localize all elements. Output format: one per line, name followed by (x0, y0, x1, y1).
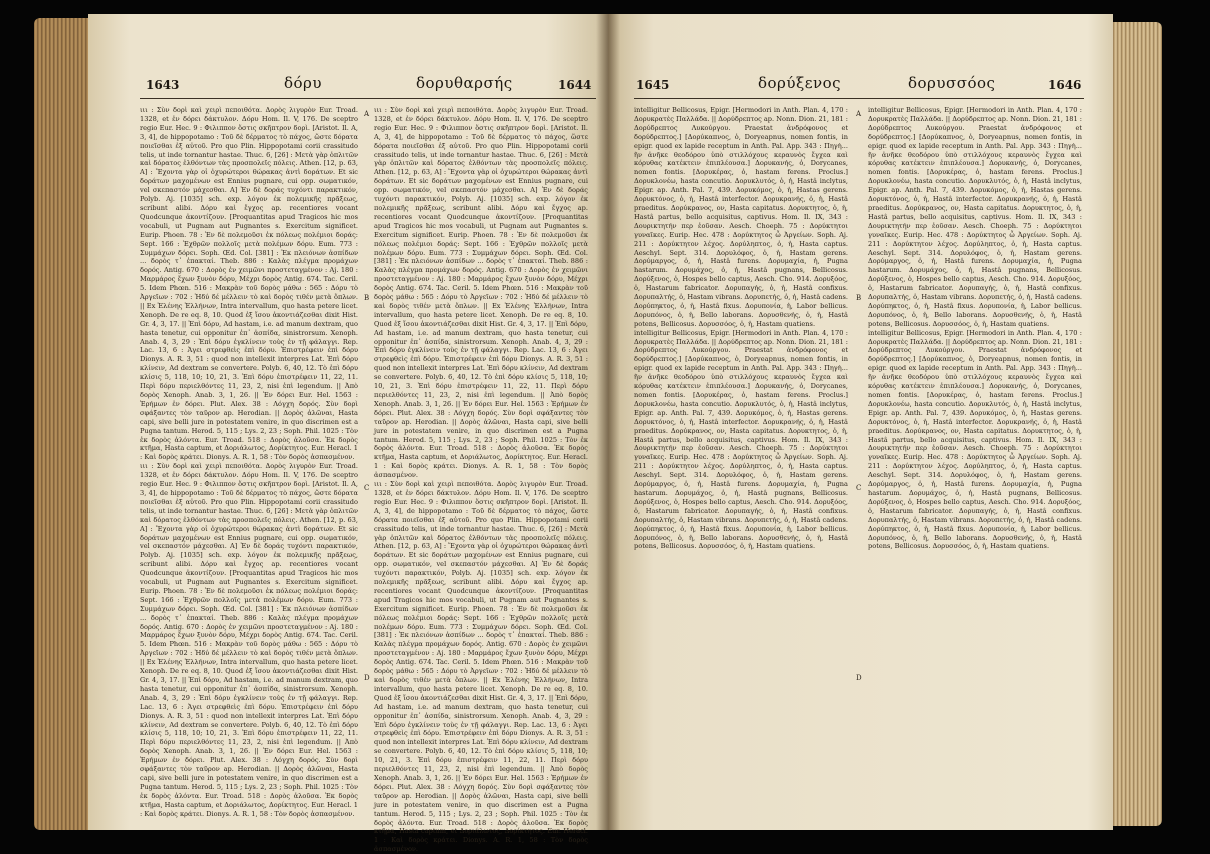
text-column (374, 106, 588, 854)
dictionary-text: ιιι : Σὺν δορὶ καὶ χειρὶ πεποιθότα. Δορὸς λιγυρὸν Eur. Troad. 1328, et ἐν δόρει δάκτυλον. Δόρυ Hom. Il. V, 176. De sceptro regio Eur. Hec. 9 : Φιλιππον ὅστις σκῆπτρον δορὶ. [Aristot. Il. A, 3, 4], de hippopotamo : Τοῦ δὲ δέρματος τὸ πάχος, ὥστε δόρατα ποιεῖσθαι ἐξ αὐτοῦ. Pro quo Plin. Hippopotami corii crassitudo telis, ut inde tornantur hastae. Thuc. 6, [26] : Μετὰ γὰρ ὁπλιτῶν καὶ δόρατος ἐλθόντων τὰς προσπολεῖς πόλεις. Athen. [12, p. 63, A] : Ἔχοντα γὰρ οἱ ὀχυρώτεροι θώρακας ἀντὶ δοράτων. Et sic δοράτων μαχομένων est Ennius pugnare, cui opp. σωματικόν, vel σκεπαστόν μάχεσθαι. A] Ἐν δὲ δοράς τυχόντι παρακτικόν, Polyb. Aj. [1035] sch. exp. λόγον ἐκ πολεμικῆς πρᾶξεως, scribunt alibi. Δόρυ καὶ ἔγχος ap. recentiores vocant Quodcunque ἀκοντίζουν. [Proquantitas apud Tragicos hic mos vocabuli, ut Pugnam aut Pugnantes s. Exercitum significet. Eurip. Phoen. 78 : Ἐν δὲ πολεμοῦσι ἐκ πόλεως πολέμιοι δοράς: Sept. 166 : Ἐχθρῶν πολλοῖς μετὰ πολέμων δόρυ. Eum. 773 : Συμμάχων δόρει. Soph. Œd. Col. [381] : Ἐκ πλειόνων ἀσπίδων ... δορὸς τ᾽ ἐπακταί. Theb. 886 : Καλὰς πλέγμα προμάχων δορός. Antig. 670 : Δορὸς ἐν χειμῶνι προστεταγμένον : Aj. 180 : Μαρμάρος ἔχων ξυνὸν δόρυ, Μέχρι δορὸς Antig. 674. Tac. Ceril. 5. Idem Phœn. 516 : Μακρὰν τοῦ δορὸς μάθω : 565 : Δόρυ τὸ Ἀργεῖων : 702 : Ἡδύ δέ μέλλειν τὸ καὶ δορὸς τιθέν μετὰ ὅπλων. || Ex Ἑλένης Ἑλλήνων, Intra intervallum, quo hasta petere licet. Xenoph. De re eq. 8, 10. Quod ἐξ ἴσου ἀκοντιάζεσθαι dixit Hist. Gr. 4, 3, 17. || Ἐπὶ δόρυ, Ad hastam, i.e. ad manum dextram, quo hasta tenetur, cui opponitur ἐπ᾽ ἀσπίδα, sinistrorsum. Xenoph. Anab. 4, 3, 29 : Ἐπὶ δόρυ ἐγκλίνειν τοὺς ἐν τῇ φάλαγγι. Rep. Lac. 13, 6 : Ἀγει στρεφθεὶς ἐπὶ δόρυ. Ἐπιστρέφειν ἐπὶ δόρυ Dionys. A. R. 3, 51 : quod non intellexit interpres Lat. Ἐπὶ δόρυ κλίνειν, Ad dextram se convertere. Polyb. 6, 40, 12. Τὸ ἐπὶ δόρυ κλίσις 5, 118, 10; 10, 21, 3. Ἐπὶ δόρυ ἐπιστρέφειν 11, 22, 11. Περὶ δόρυ περιελθόντες 11, 23, 2, nisi ἐπὶ legendum. || Ἀπὸ δορὸς Xenoph. Anab. 3, 1, 26. || Ἐν δόρει Eur. Hel. 1563 : Ἐρήμων ἐν δόρει. Plut. Alex. 38 : Λόγχη δορός. Σὺν δορὶ σφάξαντες τὸν ταῦρον ap. Herodian. || Δορὸς ἁλῶναι, Hasta capi, sive belli jure in potestatem venire, in quo discrimen est a Pugna tantum. Herod. 5, 115 ; Lys. 2, 23 ; Soph. Phil. 1025 : Τὸν ἐκ δορὸς ἁλόντα. Eur. Troad. 518 : Δορὸς ἁλοῦσα. Ἐκ δορὸς κτῆμα, Hasta captum, et Δοριάλωτος, Δορίκτητος. Eur. Heracl. 1 : Καὶ δορὸς κράτει. Dionys. A. R. 1, 58 : Τὸν δορὸς ἀσπασμένον. (140, 106, 358, 462)
column-marker: C (856, 484, 862, 492)
text-column (140, 106, 358, 818)
column-marker: A (856, 110, 862, 118)
book-gutter (596, 14, 620, 830)
header-rule (140, 98, 596, 99)
dictionary-text: intelligitur Bellicosus, Epigr. [Hermodori in Anth. Plan. 4, 170 : Δορυκρατὲς Παλλάδα. || Δορύδρεπτος ap. Nonn. Dion. 21, 181 : Δορύδρεπτος Λυκούργου. Praestat ἀνδρόφονος et δορύδρεπτος.] [Δορύκαπνος, ὁ, Doryeapnus, nomen fontis, in epigr. quod ex lapide receptum in Anth. Pal. App. 343 : Πηγὴ... ἣν ἀνῆκε θεοδόρου ὑπὸ στιλλόχους κεραυνὸς ἔγχεα καὶ κόρυθας κατέκτειν ἐπιπλέουσα.] Δορυκανής, ὁ, Dorycanes, nomen fontis. [Δορυκέρας, ὁ, hastam ferens. Proclus.] Δορυκλονέω, hasta concutio. Δορυκλυτός, ὁ, ἡ, Hastâ inclytus, Epigr. ap. Anth. Pal. 7, 439. Δορυκόμος, ὁ, ἡ, Hastas gerens. Δορυκτόνος, ὁ, ἡ, Hastâ interfector. Δορυκρανής, ὁ, ἡ, Hastâ praeditus. Δορύκρανος, ον, Hasta capitatus. Δορυκτητος, ὁ, ἡ, Hastâ partus, bello acquisitus, captivus. Hom. Il. IX, 343 : Δουρικτητήν περ ἐοῦσαν. Aesch. Choeph. 75 : Δορύκτητοι γυναῖκες. Eurip. Hec. 478 : Δορύκτητος ὦ Ἀργείων. Soph. Aj. 211 : Δορύκτητον λέχος. Δορύληπτος, ὁ, ἡ, Hasta captus. Aeschyl. Sept. 314. Δορυλόφος, ὁ, ἡ, Hastam gerens. Δορύμαργος, ὁ, ἡ, Hastâ furens. Δορυμαχία, ἡ, Pugna hastarum. Δορυμάχος, ὁ, ἡ, Hastâ pugnans, Bellicosus. Δορύξενος, ὁ, Hospes bello captus, Aesch. Cho. 914. Δορυξόος, ὁ, Hastarum fabricator. Δορυπαγής, ὁ, ἡ, Hastâ confixus. Δορυπαλτής, ὁ, Hastam vibrans. Δορυπετής, ὁ, ἡ, Hastâ cadens. Δορύπηκτος, ὁ, ἡ, Hastâ fixus. Δορυπονία, ἡ, Labor bellicus. Δορυπόνος, ὁ, ἡ, Bello laborans. Δορυσθενής, ὁ, ἡ, Hastâ potens, Bellicosus. Δορυσσόος, ὁ, ἡ, Hastam quatiens. (868, 328, 1082, 551)
page-number: 1646 (1048, 78, 1082, 92)
left-page (88, 14, 608, 854)
header-rule (634, 98, 1084, 99)
column-marker: D (856, 674, 862, 682)
right-page-header (608, 74, 1113, 98)
running-headword: δορυθαρσής (416, 74, 513, 92)
text-column (868, 106, 1082, 818)
column-marker: B (364, 294, 370, 302)
column-marker: B (856, 294, 862, 302)
dictionary-text: intelligitur Bellicosus, Epigr. [Hermodori in Anth. Plan. 4, 170 : Δορυκρατὲς Παλλάδα. || Δορύδρεπτος ap. Nonn. Dion. 21, 181 : Δορύδρεπτος Λυκούργου. Praestat ἀνδρόφονος et δορύδρεπτος.] [Δορύκαπνος, ὁ, Doryeapnus, nomen fontis, in epigr. quod ex lapide receptum in Anth. Pal. App. 343 : Πηγὴ... ἣν ἀνῆκε θεοδόρου ὑπὸ στιλλόχους κεραυνὸς ἔγχεα καὶ κόρυθας κατέκτειν ἐπιπλέουσα.] Δορυκανής, ὁ, Dorycanes, nomen fontis. [Δορυκέρας, ὁ, hastam ferens. Proclus.] Δορυκλονέω, hasta concutio. Δορυκλυτός, ὁ, ἡ, Hastâ inclytus, Epigr. ap. Anth. Pal. 7, 439. Δορυκόμος, ὁ, ἡ, Hastas gerens. Δορυκτόνος, ὁ, ἡ, Hastâ interfector. Δορυκρανής, ὁ, ἡ, Hastâ praeditus. Δορύκρανος, ον, Hasta capitatus. Δορυκτητος, ὁ, ἡ, Hastâ partus, bello acquisitus, captivus. Hom. Il. IX, 343 : Δουρικτητήν περ ἐοῦσαν. Aesch. Choeph. 75 : Δορύκτητοι γυναῖκες. Eurip. Hec. 478 : Δορύκτητος ὦ Ἀργείων. Soph. Aj. 211 : Δορύκτητον λέχος. Δορύληπτος, ὁ, ἡ, Hasta captus. Aeschyl. Sept. 314. Δορυλόφος, ὁ, ἡ, Hastam gerens. Δορύμαργος, ὁ, ἡ, Hastâ furens. Δορυμαχία, ἡ, Pugna hastarum. Δορυμάχος, ὁ, ἡ, Hastâ pugnans, Bellicosus. Δορύξενος, ὁ, Hospes bello captus, Aesch. Cho. 914. Δορυξόος, ὁ, Hastarum fabricator. Δορυπαγής, ὁ, ἡ, Hastâ confixus. Δορυπαλτής, ὁ, Hastam vibrans. Δορυπετής, ὁ, ἡ, Hastâ cadens. Δορύπηκτος, ὁ, ἡ, Hastâ fixus. Δορυπονία, ἡ, Labor bellicus. Δορυπόνος, ὁ, ἡ, Bello laborans. Δορυσθενής, ὁ, ἡ, Hastâ potens, Bellicosus. Δορυσσόος, ὁ, ἡ, Hastam quatiens. (868, 106, 1082, 328)
column-marker: D (364, 674, 370, 682)
right-page (608, 14, 1113, 830)
left-page-header (88, 74, 608, 98)
column-marker: C (364, 484, 370, 492)
text-column (634, 106, 848, 818)
dictionary-text: intelligitur Bellicosus, Epigr. [Hermodori in Anth. Plan. 4, 170 : Δορυκρατὲς Παλλάδα. || Δορύδρεπτος ap. Nonn. Dion. 21, 181 : Δορύδρεπτος Λυκούργου. Praestat ἀνδρόφονος et δορύδρεπτος.] [Δορύκαπνος, ὁ, Doryeapnus, nomen fontis, in epigr. quod ex lapide receptum in Anth. Pal. App. 343 : Πηγὴ... ἣν ἀνῆκε θεοδόρου ὑπὸ στιλλόχους κεραυνὸς ἔγχεα καὶ κόρυθας κατέκτειν ἐπιπλέουσα.] Δορυκανής, ὁ, Dorycanes, nomen fontis. [Δορυκέρας, ὁ, hastam ferens. Proclus.] Δορυκλονέω, hasta concutio. Δορυκλυτός, ὁ, ἡ, Hastâ inclytus, Epigr. ap. Anth. Pal. 7, 439. Δορυκόμος, ὁ, ἡ, Hastas gerens. Δορυκτόνος, ὁ, ἡ, Hastâ interfector. Δορυκρανής, ὁ, ἡ, Hastâ praeditus. Δορύκρανος, ον, Hasta capitatus. Δορυκτητος, ὁ, ἡ, Hastâ partus, bello acquisitus, captivus. Hom. Il. IX, 343 : Δουρικτητήν περ ἐοῦσαν. Aesch. Choeph. 75 : Δορύκτητοι γυναῖκες. Eurip. Hec. 478 : Δορύκτητος ὦ Ἀργείων. Soph. Aj. 211 : Δορύκτητον λέχος. Δορύληπτος, ὁ, ἡ, Hasta captus. Aeschyl. Sept. 314. Δορυλόφος, ὁ, ἡ, Hastam gerens. Δορύμαργος, ὁ, ἡ, Hastâ furens. Δορυμαχία, ἡ, Pugna hastarum. Δορυμάχος, ὁ, ἡ, Hastâ pugnans, Bellicosus. Δορύξενος, ὁ, Hospes bello captus, Aesch. Cho. 914. Δορυξόος, ὁ, Hastarum fabricator. Δορυπαγής, ὁ, ἡ, Hastâ confixus. Δορυπαλτής, ὁ, Hastam vibrans. Δορυπετής, ὁ, ἡ, Hastâ cadens. Δορύπηκτος, ὁ, ἡ, Hastâ fixus. Δορυπονία, ἡ, Labor bellicus. Δορυπόνος, ὁ, ἡ, Bello laborans. Δορυσθενής, ὁ, ἡ, Hastâ potens, Bellicosus. Δορυσσόος, ὁ, ἡ, Hastam quatiens. (634, 328, 848, 551)
dictionary-text: ιιι : Σὺν δορὶ καὶ χειρὶ πεποιθότα. Δορὸς λιγυρὸν Eur. Troad. 1328, et ἐν δόρει δάκτυλον. Δόρυ Hom. Il. V, 176. De sceptro regio Eur. Hec. 9 : Φιλιππον ὅστις σκῆπτρον δορὶ. [Aristot. Il. A, 3, 4], de hippopotamo : Τοῦ δὲ δέρματος τὸ πάχος, ὥστε δόρατα ποιεῖσθαι ἐξ αὐτοῦ. Pro quo Plin. Hippopotami corii crassitudo telis, ut inde tornantur hastae. Thuc. 6, [26] : Μετὰ γὰρ ὁπλιτῶν καὶ δόρατος ἐλθόντων τὰς προσπολεῖς πόλεις. Athen. [12, p. 63, A] : Ἔχοντα γὰρ οἱ ὀχυρώτεροι θώρακας ἀντὶ δοράτων. Et sic δοράτων μαχομένων est Ennius pugnare, cui opp. σωματικόν, vel σκεπαστόν μάχεσθαι. A] Ἐν δὲ δοράς τυχόντι παρακτικόν, Polyb. Aj. [1035] sch. exp. λόγον ἐκ πολεμικῆς πρᾶξεως, scribunt alibi. Δόρυ καὶ ἔγχος ap. recentiores vocant Quodcunque ἀκοντίζουν. [Proquantitas apud Tragicos hic mos vocabuli, ut Pugnam aut Pugnantes s. Exercitum significet. Eurip. Phoen. 78 : Ἐν δὲ πολεμοῦσι ἐκ πόλεως πολέμιοι δοράς: Sept. 166 : Ἐχθρῶν πολλοῖς μετὰ πολέμων δόρυ. Eum. 773 : Συμμάχων δόρει. Soph. Œd. Col. [381] : Ἐκ πλειόνων ἀσπίδων ... δορὸς τ᾽ ἐπακταί. Theb. 886 : Καλὰς πλέγμα προμάχων δορός. Antig. 670 : Δορὸς ἐν χειμῶνι προστεταγμένον : Aj. 180 : Μαρμάρος ἔχων ξυνὸν δόρυ, Μέχρι δορὸς Antig. 674. Tac. Ceril. 5. Idem Phœn. 516 : Μακρὰν τοῦ δορὸς μάθω : 565 : Δόρυ τὸ Ἀργεῖων : 702 : Ἡδύ δέ μέλλειν τὸ καὶ δορὸς τιθέν μετὰ ὅπλων. || Ex Ἑλένης Ἑλλήνων, Intra intervallum, quo hasta petere licet. Xenoph. De re eq. 8, 10. Quod ἐξ ἴσου ἀκοντιάζεσθαι dixit Hist. Gr. 4, 3, 17. || Ἐπὶ δόρυ, Ad hastam, i.e. ad manum dextram, quo hasta tenetur, cui opponitur ἐπ᾽ ἀσπίδα, sinistrorsum. Xenoph. Anab. 4, 3, 29 : Ἐπὶ δόρυ ἐγκλίνειν τοὺς ἐν τῇ φάλαγγι. Rep. Lac. 13, 6 : Ἀγει στρεφθεὶς ἐπὶ δόρυ. Ἐπιστρέφειν ἐπὶ δόρυ Dionys. A. R. 3, 51 : quod non intellexit interpres Lat. Ἐπὶ δόρυ κλίνειν, Ad dextram se convertere. Polyb. 6, 40, 12. Τὸ ἐπὶ δόρυ κλίσις 5, 118, 10; 10, 21, 3. Ἐπὶ δόρυ ἐπιστρέφειν 11, 22, 11. Περὶ δόρυ περιελθόντες 11, 23, 2, nisi ἐπὶ legendum. || Ἀπὸ δορὸς Xenoph. Anab. 3, 1, 26. || Ἐν δόρει Eur. Hel. 1563 : Ἐρήμων ἐν δόρει. Plut. Alex. 38 : Λόγχη δορός. Σὺν δορὶ σφάξαντες τὸν ταῦρον ap. Herodian. || Δορὸς ἁλῶναι, Hasta capi, sive belli jure in potestatem venire, in quo discrimen est a Pugna tantum. Herod. 5, 115 ; Lys. 2, 23 ; Soph. Phil. 1025 : Τὸν ἐκ δορὸς ἁλόντα. Eur. Troad. 518 : Δορὸς ἁλοῦσα. Ἐκ δορὸς κτῆμα, Hasta captum, et Δοριάλωτος, Δορίκτητος. Eur. Heracl. 1 : Καὶ δορὸς κράτει. Dionys. A. R. 1, 58 : Τὸν δορὸς ἀσπασμένον. (374, 480, 588, 854)
dictionary-text: ιιι : Σὺν δορὶ καὶ χειρὶ πεποιθότα. Δορὸς λιγυρὸν Eur. Troad. 1328, et ἐν δόρει δάκτυλον. Δόρυ Hom. Il. V, 176. De sceptro regio Eur. Hec. 9 : Φιλιππον ὅστις σκῆπτρον δορὶ. [Aristot. Il. A, 3, 4], de hippopotamo : Τοῦ δὲ δέρματος τὸ πάχος, ὥστε δόρατα ποιεῖσθαι ἐξ αὐτοῦ. Pro quo Plin. Hippopotami corii crassitudo telis, ut inde tornantur hastae. Thuc. 6, [26] : Μετὰ γὰρ ὁπλιτῶν καὶ δόρατος ἐλθόντων τὰς προσπολεῖς πόλεις. Athen. [12, p. 63, A] : Ἔχοντα γὰρ οἱ ὀχυρώτεροι θώρακας ἀντὶ δοράτων. Et sic δοράτων μαχομένων est Ennius pugnare, cui opp. σωματικόν, vel σκεπαστόν μάχεσθαι. A] Ἐν δὲ δοράς τυχόντι παρακτικόν, Polyb. Aj. [1035] sch. exp. λόγον ἐκ πολεμικῆς πρᾶξεως, scribunt alibi. Δόρυ καὶ ἔγχος ap. recentiores vocant Quodcunque ἀκοντίζουν. [Proquantitas apud Tragicos hic mos vocabuli, ut Pugnam aut Pugnantes s. Exercitum significet. Eurip. Phoen. 78 : Ἐν δὲ πολεμοῦσι ἐκ πόλεως πολέμιοι δοράς: Sept. 166 : Ἐχθρῶν πολλοῖς μετὰ πολέμων δόρυ. Eum. 773 : Συμμάχων δόρει. Soph. Œd. Col. [381] : Ἐκ πλειόνων ἀσπίδων ... δορὸς τ᾽ ἐπακταί. Theb. 886 : Καλὰς πλέγμα προμάχων δορός. Antig. 670 : Δορὸς ἐν χειμῶνι προστεταγμένον : Aj. 180 : Μαρμάρος ἔχων ξυνὸν δόρυ, Μέχρι δορὸς Antig. 674. Tac. Ceril. 5. Idem Phœn. 516 : Μακρὰν τοῦ δορὸς μάθω : 565 : Δόρυ τὸ Ἀργεῖων : 702 : Ἡδύ δέ μέλλειν τὸ καὶ δορὸς τιθέν μετὰ ὅπλων. || Ex Ἑλένης Ἑλλήνων, Intra intervallum, quo hasta petere licet. Xenoph. De re eq. 8, 10. Quod ἐξ ἴσου ἀκοντιάζεσθαι dixit Hist. Gr. 4, 3, 17. || Ἐπὶ δόρυ, Ad hastam, i.e. ad manum dextram, quo hasta tenetur, cui opponitur ἐπ᾽ ἀσπίδα, sinistrorsum. Xenoph. Anab. 4, 3, 29 : Ἐπὶ δόρυ ἐγκλίνειν τοὺς ἐν τῇ φάλαγγι. Rep. Lac. 13, 6 : Ἀγει στρεφθεὶς ἐπὶ δόρυ. Ἐπιστρέφειν ἐπὶ δόρυ Dionys. A. R. 3, 51 : quod non intellexit interpres Lat. Ἐπὶ δόρυ κλίνειν, Ad dextram se convertere. Polyb. 6, 40, 12. Τὸ ἐπὶ δόρυ κλίσις 5, 118, 10; 10, 21, 3. Ἐπὶ δόρυ ἐπιστρέφειν 11, 22, 11. Περὶ δόρυ περιελθόντες 11, 23, 2, nisi ἐπὶ legendum. || Ἀπὸ δορὸς Xenoph. Anab. 3, 1, 26. || Ἐν δόρει Eur. Hel. 1563 : Ἐρήμων ἐν δόρει. Plut. Alex. 38 : Λόγχη δορός. Σὺν δορὶ σφάξαντες τὸν ταῦρον ap. Herodian. || Δορὸς ἁλῶναι, Hasta capi, sive belli jure in potestatem venire, in quo discrimen est a Pugna tantum. Herod. 5, 115 ; Lys. 2, 23 ; Soph. Phil. 1025 : Τὸν ἐκ δορὸς ἁλόντα. Eur. Troad. 518 : Δορὸς ἁλοῦσα. Ἐκ δορὸς κτῆμα, Hasta captum, et Δοριάλωτος, Δορίκτητος. Eur. Heracl. 1 : Καὶ δορὸς κράτει. Dionys. A. R. 1, 58 : Τὸν δορὸς ἀσπασμένον. (374, 106, 588, 480)
column-marker: A (364, 110, 370, 118)
page-number: 1643 (146, 78, 180, 92)
running-headword: δορυσσόος (908, 74, 996, 92)
page-number: 1644 (558, 78, 592, 92)
dictionary-text: intelligitur Bellicosus, Epigr. [Hermodori in Anth. Plan. 4, 170 : Δορυκρατὲς Παλλάδα. || Δορύδρεπτος ap. Nonn. Dion. 21, 181 : Δορύδρεπτος Λυκούργου. Praestat ἀνδρόφονος et δορύδρεπτος.] [Δορύκαπνος, ὁ, Doryeapnus, nomen fontis, in epigr. quod ex lapide receptum in Anth. Pal. App. 343 : Πηγὴ... ἣν ἀνῆκε θεοδόρου ὑπὸ στιλλόχους κεραυνὸς ἔγχεα καὶ κόρυθας κατέκτειν ἐπιπλέουσα.] Δορυκανής, ὁ, Dorycanes, nomen fontis. [Δορυκέρας, ὁ, hastam ferens. Proclus.] Δορυκλονέω, hasta concutio. Δορυκλυτός, ὁ, ἡ, Hastâ inclytus, Epigr. ap. Anth. Pal. 7, 439. Δορυκόμος, ὁ, ἡ, Hastas gerens. Δορυκτόνος, ὁ, ἡ, Hastâ interfector. Δορυκρανής, ὁ, ἡ, Hastâ praeditus. Δορύκρανος, ον, Hasta capitatus. Δορυκτητος, ὁ, ἡ, Hastâ partus, bello acquisitus, captivus. Hom. Il. IX, 343 : Δουρικτητήν περ ἐοῦσαν. Aesch. Choeph. 75 : Δορύκτητοι γυναῖκες. Eurip. Hec. 478 : Δορύκτητος ὦ Ἀργείων. Soph. Aj. 211 : Δορύκτητον λέχος. Δορύληπτος, ὁ, ἡ, Hasta captus. Aeschyl. Sept. 314. Δορυλόφος, ὁ, ἡ, Hastam gerens. Δορύμαργος, ὁ, ἡ, Hastâ furens. Δορυμαχία, ἡ, Pugna hastarum. Δορυμάχος, ὁ, ἡ, Hastâ pugnans, Bellicosus. Δορύξενος, ὁ, Hospes bello captus, Aesch. Cho. 914. Δορυξόος, ὁ, Hastarum fabricator. Δορυπαγής, ὁ, ἡ, Hastâ confixus. Δορυπαλτής, ὁ, Hastam vibrans. Δορυπετής, ὁ, ἡ, Hastâ cadens. Δορύπηκτος, ὁ, ἡ, Hastâ fixus. Δορυπονία, ἡ, Labor bellicus. Δορυπόνος, ὁ, ἡ, Bello laborans. Δορυσθενής, ὁ, ἡ, Hastâ potens, Bellicosus. Δορυσσόος, ὁ, ἡ, Hastam quatiens. (634, 106, 848, 328)
dictionary-text: ιιι : Σὺν δορὶ καὶ χειρὶ πεποιθότα. Δορὸς λιγυρὸν Eur. Troad. 1328, et ἐν δόρει δάκτυλον. Δόρυ Hom. Il. V, 176. De sceptro regio Eur. Hec. 9 : Φιλιππον ὅστις σκῆπτρον δορὶ. [Aristot. Il. A, 3, 4], de hippopotamo : Τοῦ δὲ δέρματος τὸ πάχος, ὥστε δόρατα ποιεῖσθαι ἐξ αὐτοῦ. Pro quo Plin. Hippopotami corii crassitudo telis, ut inde tornantur hastae. Thuc. 6, [26] : Μετὰ γὰρ ὁπλιτῶν καὶ δόρατος ἐλθόντων τὰς προσπολεῖς πόλεις. Athen. [12, p. 63, A] : Ἔχοντα γὰρ οἱ ὀχυρώτεροι θώρακας ἀντὶ δοράτων. Et sic δοράτων μαχομένων est Ennius pugnare, cui opp. σωματικόν, vel σκεπαστόν μάχεσθαι. A] Ἐν δὲ δοράς τυχόντι παρακτικόν, Polyb. Aj. [1035] sch. exp. λόγον ἐκ πολεμικῆς πρᾶξεως, scribunt alibi. Δόρυ καὶ ἔγχος ap. recentiores vocant Quodcunque ἀκοντίζουν. [Proquantitas apud Tragicos hic mos vocabuli, ut Pugnam aut Pugnantes s. Exercitum significet. Eurip. Phoen. 78 : Ἐν δὲ πολεμοῦσι ἐκ πόλεως πολέμιοι δοράς: Sept. 166 : Ἐχθρῶν πολλοῖς μετὰ πολέμων δόρυ. Eum. 773 : Συμμάχων δόρει. Soph. Œd. Col. [381] : Ἐκ πλειόνων ἀσπίδων ... δορὸς τ᾽ ἐπακταί. Theb. 886 : Καλὰς πλέγμα προμάχων δορός. Antig. 670 : Δορὸς ἐν χειμῶνι προστεταγμένον : Aj. 180 : Μαρμάρος ἔχων ξυνὸν δόρυ, Μέχρι δορὸς Antig. 674. Tac. Ceril. 5. Idem Phœn. 516 : Μακρὰν τοῦ δορὸς μάθω : 565 : Δόρυ τὸ Ἀργεῖων : 702 : Ἡδύ δέ μέλλειν τὸ καὶ δορὸς τιθέν μετὰ ὅπλων. || Ex Ἑλένης Ἑλλήνων, Intra intervallum, quo hasta petere licet. Xenoph. De re eq. 8, 10. Quod ἐξ ἴσου ἀκοντιάζεσθαι dixit Hist. Gr. 4, 3, 17. || Ἐπὶ δόρυ, Ad hastam, i.e. ad manum dextram, quo hasta tenetur, cui opponitur ἐπ᾽ ἀσπίδα, sinistrorsum. Xenoph. Anab. 4, 3, 29 : Ἐπὶ δόρυ ἐγκλίνειν τοὺς ἐν τῇ φάλαγγι. Rep. Lac. 13, 6 : Ἀγει στρεφθεὶς ἐπὶ δόρυ. Ἐπιστρέφειν ἐπὶ δόρυ Dionys. A. R. 3, 51 : quod non intellexit interpres Lat. Ἐπὶ δόρυ κλίνειν, Ad dextram se convertere. Polyb. 6, 40, 12. Τὸ ἐπὶ δόρυ κλίσις 5, 118, 10; 10, 21, 3. Ἐπὶ δόρυ ἐπιστρέφειν 11, 22, 11. Περὶ δόρυ περιελθόντες 11, 23, 2, nisi ἐπὶ legendum. || Ἀπὸ δορὸς Xenoph. Anab. 3, 1, 26. || Ἐν δόρει Eur. Hel. 1563 : Ἐρήμων ἐν δόρει. Plut. Alex. 38 : Λόγχη δορός. Σὺν δορὶ σφάξαντες τὸν ταῦρον ap. Herodian. || Δορὸς ἁλῶναι, Hasta capi, sive belli jure in potestatem venire, in quo discrimen est a Pugna tantum. Herod. 5, 115 ; Lys. 2, 23 ; Soph. Phil. 1025 : Τὸν ἐκ δορὸς ἁλόντα. Eur. Troad. 518 : Δορὸς ἁλοῦσα. Ἐκ δορὸς κτῆμα, Hasta captum, et Δοριάλωτος, Δορίκτητος. Eur. Heracl. 1 : Καὶ δορὸς κράτει. Dionys. A. R. 1, 58 : Τὸν δορὸς ἀσπασμένον. (140, 462, 358, 818)
running-headword: δόρυ (284, 74, 322, 92)
running-headword: δορύξενος (758, 74, 842, 92)
page-number: 1645 (636, 78, 670, 92)
